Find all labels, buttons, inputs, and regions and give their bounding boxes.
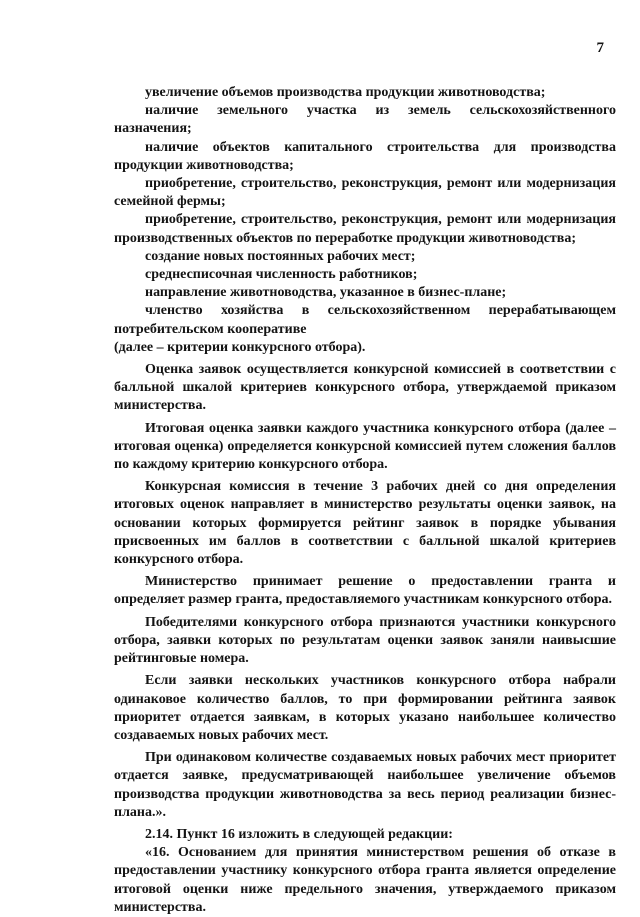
body-paragraph: Итоговая оценка заявки каждого участника конкурсного отбора (далее – итоговая оценка) определяется конкурсной комиссией путем сложения баллов по каждому критерию конкурсного отбора. [114, 420, 616, 473]
criterion-item: наличие объектов капитального строительства для производства продукции животноводства; [114, 139, 616, 173]
criteria-definition: (далее – критерии конкурсного отбора). [114, 339, 366, 355]
criterion-item: приобретение, строительство, реконструкция, ремонт или модернизация семейной фермы; [114, 176, 616, 210]
body-paragraph: При одинаковом количестве создаваемых новых рабочих мест приоритет отдается заявке, предусматривающей наибольшее увеличение объемов производства продукции животноводства за весь период реализации бизнес-плана.». [114, 750, 616, 820]
criterion-item: приобретение, строительство, реконструкция, ремонт или модернизация производственных объектов по переработке продукции животноводства; [114, 212, 616, 246]
criterion-item: создание новых постоянных рабочих мест; [145, 248, 416, 264]
body-paragraph: Победителями конкурсного отбора признаются участники конкурсного отбора, заявки которых по результатам оценки заявок заняли наивысшие рейтинговые номера. [114, 614, 616, 667]
body-paragraph: Конкурсная комиссия в течение 3 рабочих дней со дня определения итоговых оценок направляет в министерство результаты оценки заявок, на основании которых формируется рейтинг заявок в порядке убывания присвоенных им баллов в соответствии с балльной шкалой критериев конкурсного отбора. [114, 479, 616, 568]
page-number: 7 [596, 40, 604, 56]
criterion-item: наличие земельного участка из земель сельскохозяйственного назначения; [114, 103, 616, 137]
amendment-text: «16. Основанием для принятия министерством решения об отказе в предоставлении участнику конкурсного отбора гранта является определение итоговой оценки ниже предельного значения, утверждаемого приказом министерства. [114, 845, 616, 915]
criterion-item: членство хозяйства в сельскохозяйственном перерабатывающем потребительском кооперативе [114, 303, 616, 337]
body-paragraph: Если заявки нескольких участников конкурсного отбора набрали одинаковое количество баллов, то при формировании рейтинга заявок приоритет отдается заявкам, в которых указано наибольшее количество создаваемых новых рабочих мест. [114, 673, 616, 743]
document-body [114, 84, 616, 917]
criterion-item: направление животноводства, указанное в бизнес-плане; [145, 285, 507, 301]
amendment-heading: 2.14. Пункт 16 изложить в следующей редакции: [145, 826, 453, 842]
criterion-item: среднесписочная численность работников; [145, 267, 418, 283]
body-paragraph: Министерство принимает решение о предоставлении гранта и определяет размер гранта, предоставляемого участникам конкурсного отбора. [114, 574, 616, 608]
body-paragraph: Оценка заявок осуществляется конкурсной комиссией в соответствии с балльной шкалой критериев конкурсного отбора, утверждаемой приказом министерства. [114, 362, 616, 414]
criterion-item: увеличение объемов производства продукции животноводства; [145, 85, 546, 100]
